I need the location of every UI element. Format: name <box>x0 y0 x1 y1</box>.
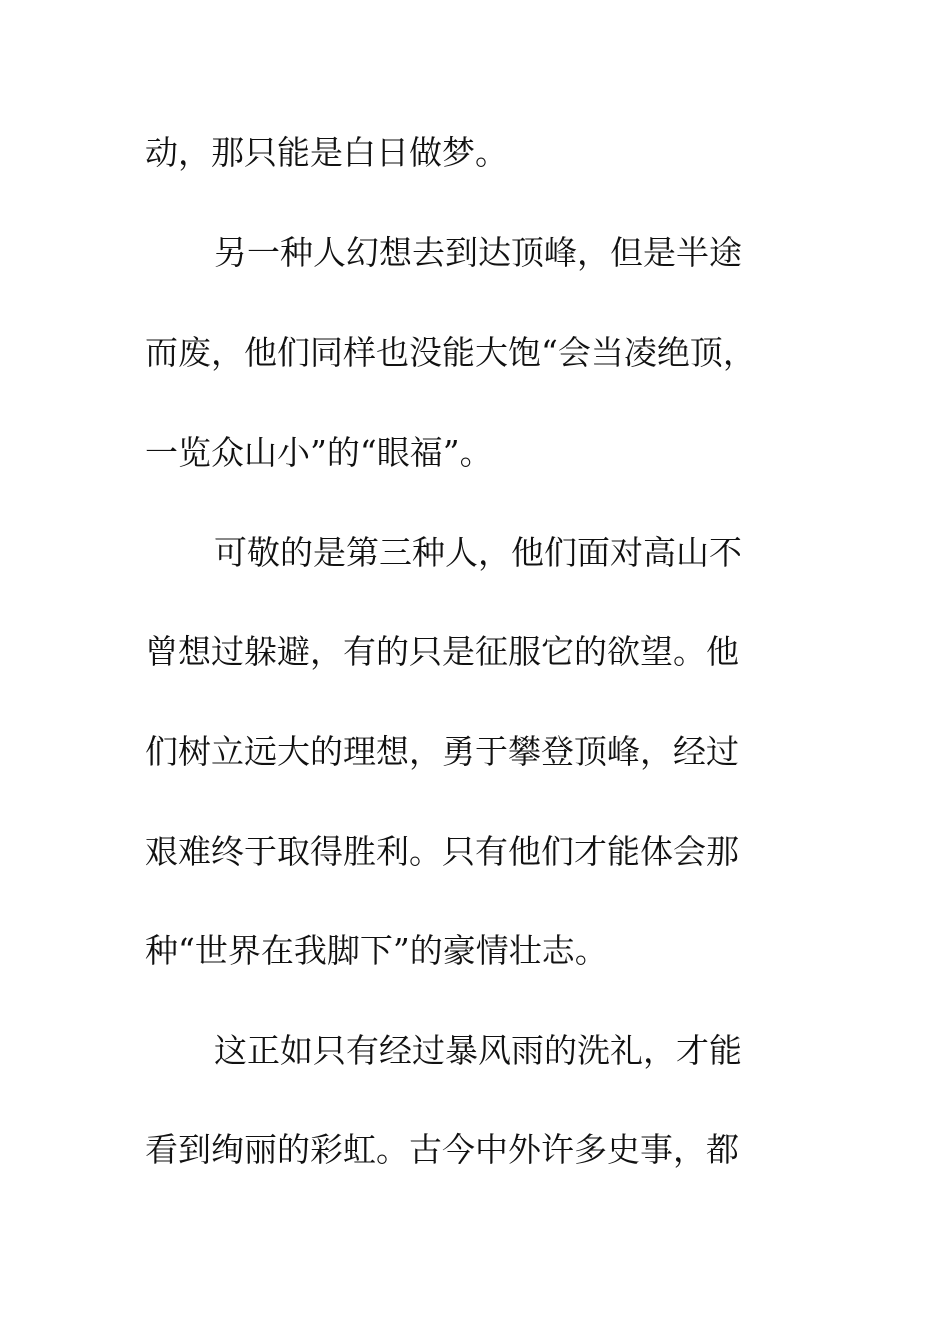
text-line: 而废，他们同样也没能大饱“会当凌绝顶， <box>145 333 756 372</box>
text-line: 动，那只能是白日做梦。 <box>145 133 508 172</box>
text-line: 曾想过躲避，有的只是征服它的欲望。他 <box>145 632 739 671</box>
paragraph-first-line: 可敬的是第三种人，他们面对高山不 <box>214 533 742 572</box>
paragraph-first-line: 另一种人幻想去到达顶峰，但是半途 <box>214 233 742 272</box>
text-line: 一览众山小”的“眼福”。 <box>145 433 493 472</box>
text-line: 艰难终于取得胜利。只有他们才能体会那 <box>145 832 739 871</box>
text-line: 种“世界在我脚下”的豪情壮志。 <box>145 931 608 970</box>
paragraph-first-line: 这正如只有经过暴风雨的洗礼，才能 <box>214 1031 742 1070</box>
text-line: 们树立远大的理想，勇于攀登顶峰，经过 <box>145 732 739 771</box>
text-line: 看到绚丽的彩虹。古今中外许多史事，都 <box>145 1130 739 1169</box>
